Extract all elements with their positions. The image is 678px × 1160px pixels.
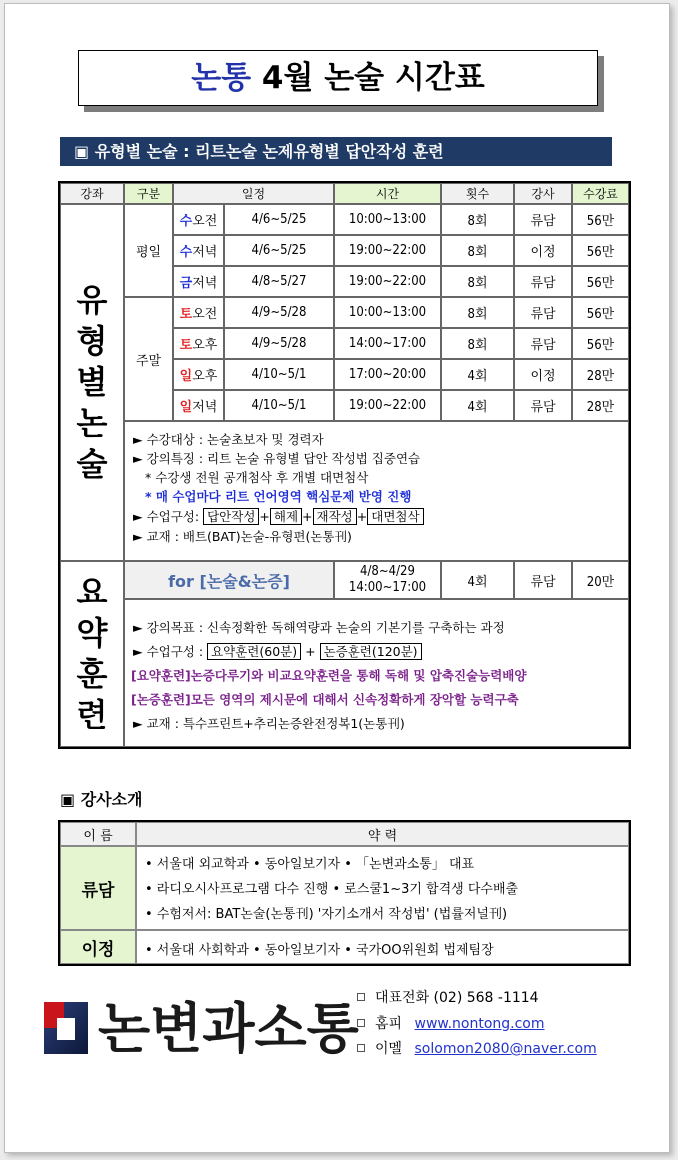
row-time: 19:00~22:00 xyxy=(334,390,441,421)
inst-name: 류담 xyxy=(60,846,136,930)
structure2-b: 논증훈련(120분) xyxy=(320,643,422,660)
note-textbook: ► 교재 : 배트(BAT)논술-유형편(논통刊) xyxy=(133,529,352,544)
header-fee: 수강료 xyxy=(572,183,629,204)
course2-notes xyxy=(124,599,629,747)
row-period: 4/6~5/25 xyxy=(224,204,334,235)
structure-item: 해제 xyxy=(270,508,302,525)
note-goal: ► 강의목표 : 신속정확한 독해역량과 논술의 기본기를 구축하는 과정 xyxy=(133,620,505,635)
for-label: for [논술&논증] xyxy=(168,571,290,591)
structure-item: 재작성 xyxy=(313,508,357,525)
course2-count: 4회 xyxy=(441,561,514,599)
career-line: • 서울대 외교학과 • 동아일보기자 • 「논변과소통」 대표 xyxy=(145,857,475,872)
day-slot: 저녁 xyxy=(192,276,218,291)
day-char: 수 xyxy=(179,214,193,229)
row-fee: 56만 xyxy=(572,204,629,235)
career-line: • 서울대 사회학과 • 동아일보기자 • 국가OO위원회 법제팀장 xyxy=(145,943,494,958)
inst-header-career: 약 력 xyxy=(136,822,629,846)
row-period: 4/9~5/28 xyxy=(224,297,334,328)
phone-text: 대표전화 (02) 568 -1114 xyxy=(375,990,539,1006)
row-teacher: 류담 xyxy=(514,266,572,297)
square-bullet-icon xyxy=(357,1044,365,1052)
day-char: 수 xyxy=(179,245,193,260)
row-day xyxy=(173,266,224,297)
title-rest: 4월 논술 시간표 xyxy=(261,60,485,96)
square-bullet-icon xyxy=(357,993,365,1001)
row-time: 14:00~17:00 xyxy=(334,328,441,359)
structure-label: ► 수업구성: xyxy=(133,509,200,524)
course2-period: 4/8~4/29 xyxy=(360,564,415,579)
career-line: • 수험저서: BAT논술(논통刊) '자기소개서 작성법' (법률저널刊) xyxy=(145,907,508,922)
row-fee: 28만 xyxy=(572,359,629,390)
division-weekend: 주말 xyxy=(124,297,173,421)
row-count: 8회 xyxy=(441,235,514,266)
row-count: 8회 xyxy=(441,204,514,235)
row-fee: 28만 xyxy=(572,390,629,421)
row-teacher: 류담 xyxy=(514,390,572,421)
note-target: ► 수강대상 : 논술초보자 및 경력자 xyxy=(133,432,324,447)
course2-time: 14:00~17:00 xyxy=(348,580,427,595)
inst-career xyxy=(136,846,629,930)
course2-char: 약 xyxy=(76,614,108,652)
logo-mark-icon xyxy=(44,1002,88,1054)
email-link[interactable]: solomon2080@naver.com xyxy=(414,1041,597,1057)
course2-fee: 20만 xyxy=(572,561,629,599)
note-sub2-wrap xyxy=(145,487,411,507)
day-slot: 저녁 xyxy=(192,400,218,415)
course1-char: 별 xyxy=(76,363,108,401)
course2-schedule xyxy=(334,561,441,599)
day-slot: 오전 xyxy=(192,307,218,322)
inst-name: 이정 xyxy=(60,930,136,964)
row-day xyxy=(173,235,224,266)
title-brand: 논통 xyxy=(191,60,252,96)
row-teacher: 류담 xyxy=(514,204,572,235)
inst-header-name: 이 름 xyxy=(60,822,136,846)
instructors-title: ▣ 강사소개 xyxy=(60,790,143,809)
course1-char: 형 xyxy=(76,322,108,360)
note-textbook2: ► 교재 : 특수프린트+추리논증완전정복1(논통刊) xyxy=(133,716,405,731)
row-day xyxy=(173,359,224,390)
header-time: 시간 xyxy=(334,183,441,204)
row-period: 4/6~5/25 xyxy=(224,235,334,266)
day-slot: 오전 xyxy=(192,214,218,229)
inst-career xyxy=(136,930,629,964)
structure2-label: ► 수업구성 : xyxy=(133,644,204,659)
row-count: 4회 xyxy=(441,359,514,390)
structure-item: 답안작성 xyxy=(203,508,259,525)
row-time: 10:00~13:00 xyxy=(334,204,441,235)
note-line-b: [논증훈련]모든 영역의 제시문에 대해서 신속정확하게 장악할 능력구축 xyxy=(131,692,519,707)
row-count: 8회 xyxy=(441,297,514,328)
contact-home xyxy=(357,1013,545,1033)
row-count: 4회 xyxy=(441,390,514,421)
row-period: 4/9~5/28 xyxy=(224,328,334,359)
header-course: 강좌 xyxy=(60,183,124,204)
schedule-table xyxy=(58,181,631,749)
day-slot: 저녁 xyxy=(192,245,218,260)
row-fee: 56만 xyxy=(572,266,629,297)
row-day xyxy=(173,328,224,359)
day-char: 일 xyxy=(179,400,193,415)
header-period: 일정 xyxy=(173,183,334,204)
course-name-summary xyxy=(60,561,124,747)
note-structure2 xyxy=(133,642,422,662)
header-count: 횟수 xyxy=(441,183,514,204)
row-day xyxy=(173,390,224,421)
row-fee: 56만 xyxy=(572,297,629,328)
homepage-link[interactable]: www.nontong.com xyxy=(414,1016,545,1032)
course2-char: 훈 xyxy=(76,655,108,693)
row-teacher: 이정 xyxy=(514,359,572,390)
row-count: 8회 xyxy=(441,328,514,359)
structure2-plus: + xyxy=(305,644,316,659)
note-sub2: * 매 수업마다 리트 언어영역 핵심문제 반영 진행 xyxy=(145,489,412,504)
course2-char: 련 xyxy=(76,696,108,734)
course2-teacher: 류담 xyxy=(514,561,572,599)
course2-for xyxy=(124,561,334,599)
row-day xyxy=(173,204,224,235)
row-day xyxy=(173,297,224,328)
row-count: 8회 xyxy=(441,266,514,297)
brand-logo xyxy=(40,990,359,1066)
logo-text: 논변과소통 xyxy=(98,996,359,1060)
day-char: 금 xyxy=(179,276,193,291)
row-teacher: 류담 xyxy=(514,328,572,359)
contact-phone xyxy=(357,987,539,1007)
instructors-table xyxy=(58,820,631,966)
course-name-type-essay xyxy=(60,204,124,561)
page-title xyxy=(78,50,598,106)
contact-mail xyxy=(357,1038,597,1058)
row-teacher: 이정 xyxy=(514,235,572,266)
day-slot: 오후 xyxy=(192,338,218,353)
course1-char: 유 xyxy=(76,281,108,319)
note-line-a: [요약훈련]논증다루기와 비교요약훈련을 통해 독해 및 압축진술능력배양 xyxy=(131,668,527,683)
course2-char: 요 xyxy=(76,573,108,611)
row-teacher: 류담 xyxy=(514,297,572,328)
row-time: 10:00~13:00 xyxy=(334,297,441,328)
day-char: 토 xyxy=(179,338,193,353)
course1-char: 술 xyxy=(76,445,108,483)
course1-char: 논 xyxy=(76,404,108,442)
row-period: 4/10~5/1 xyxy=(224,359,334,390)
row-fee: 56만 xyxy=(572,328,629,359)
header-teacher: 강사 xyxy=(514,183,572,204)
square-bullet-icon xyxy=(357,1019,365,1027)
row-time: 17:00~20:00 xyxy=(334,359,441,390)
row-period: 4/10~5/1 xyxy=(224,390,334,421)
career-line: • 라디오시사프로그램 다수 진행 • 로스쿨1~3기 합격생 다수배출 xyxy=(145,882,519,897)
course1-notes xyxy=(124,421,629,561)
section-heading-bar: ▣ 유형별 논술 : 리트논술 논제유형별 답안작성 훈련 xyxy=(60,137,612,166)
note-feature: ► 강의특징 : 리트 논술 유형별 답안 작성법 집중연습 xyxy=(133,451,421,466)
row-fee: 56만 xyxy=(572,235,629,266)
row-time: 19:00~22:00 xyxy=(334,266,441,297)
division-weekday: 평일 xyxy=(124,204,173,297)
row-period: 4/8~5/27 xyxy=(224,266,334,297)
row-time: 19:00~22:00 xyxy=(334,235,441,266)
day-slot: 오후 xyxy=(192,369,218,384)
note-sub1: * 수강생 전원 공개첨삭 후 개별 대면첨삭 xyxy=(145,470,369,485)
home-label: 홈피 xyxy=(375,1016,403,1032)
day-char: 토 xyxy=(179,307,193,322)
note-structure: ► 수업구성: 답안작성 + 해제 + 재작성 + 대면첨삭 xyxy=(133,507,424,527)
header-division: 구분 xyxy=(124,183,173,204)
mail-label: 이멜 xyxy=(375,1041,403,1057)
structure2-a: 요약훈련(60분) xyxy=(207,643,301,660)
day-char: 일 xyxy=(179,369,193,384)
structure-item: 대면첨삭 xyxy=(367,508,423,525)
